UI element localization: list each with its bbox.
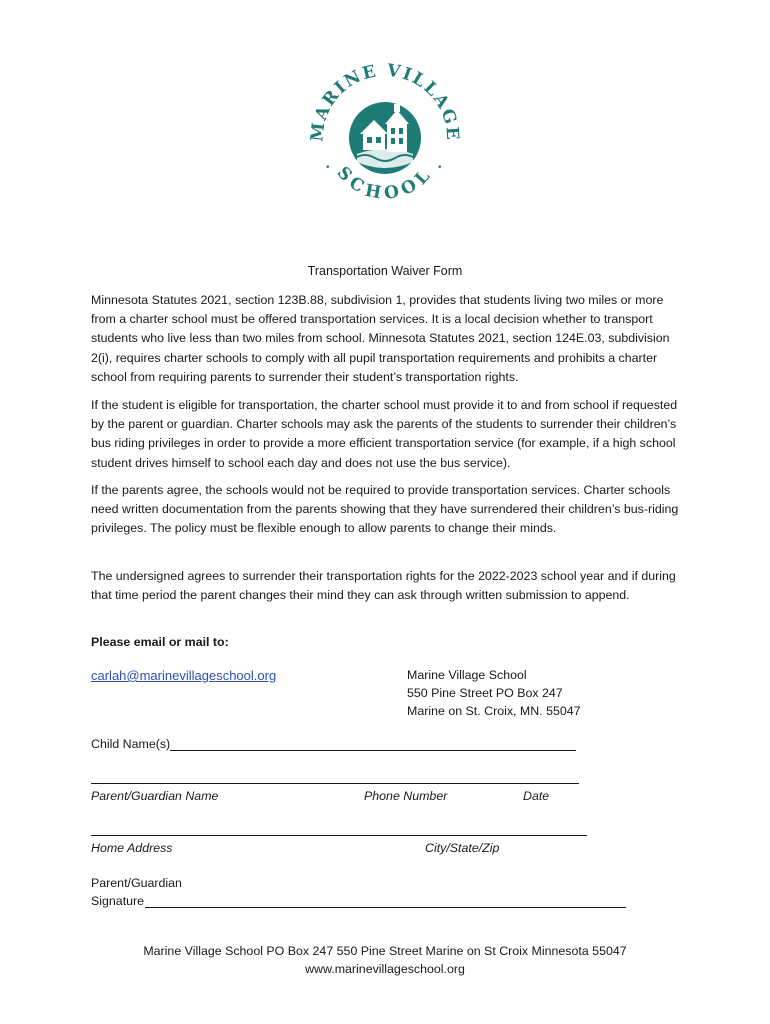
school-logo	[305, 58, 465, 218]
svg-text:•: •	[438, 162, 442, 173]
city-state-zip-label: City/State/Zip	[425, 841, 500, 855]
schoolhouse-emblem	[349, 102, 421, 174]
paragraph-statutes: Minnesota Statutes 2021, section 123B.88, subdivision 1, provides that students living two miles or more from a charter school must be offered transportation services. It is a local decision whether to transport students who live less than two miles from school. Minnesota Statutes 2021, section 124E.03, subdivision 2(i), requires charter schools to comply with all pupil transportation requirements and prohibits a charter school from requiring parents to surrender their student’s transportation rights.	[91, 293, 670, 384]
mail-heading: Please email or mail to:	[91, 635, 229, 649]
signature-label-line1: Parent/Guardian	[91, 876, 182, 890]
email-link[interactable]: carlah@marinevillageschool.org	[91, 668, 277, 683]
form-title: Transportation Waiver Form	[307, 264, 463, 278]
address-line1: Marine Village School	[407, 668, 527, 682]
footer-address: Marine Village School PO Box 247 550 Pine Street Marine on St Croix Minnesota 55047	[143, 944, 627, 958]
paragraph-agreement: If the parents agree, the schools would not be required to provide transportation services. Charter schools need written documentation from the parents showing that they have surrendered their children’s bus-riding privileges. The policy must be flexible enough to allow parents to change their minds.	[91, 483, 679, 536]
address-line3: Marine on St. Croix, MN. 55047	[407, 704, 581, 718]
child-name-line[interactable]	[170, 750, 576, 751]
home-address-label: Home Address	[91, 841, 173, 855]
logo-bottom-text: SCHOOL	[332, 162, 438, 205]
parent-name-label: Parent/Guardian Name	[91, 789, 219, 803]
parent-phone-date-line[interactable]	[91, 783, 579, 784]
address-line2: 550 Pine Street PO Box 247	[407, 686, 563, 700]
date-label: Date	[523, 789, 550, 803]
paragraph-undersigned: The undersigned agrees to surrender their transportation rights for the 2022-2023 school year and if during that time period the parent changes their mind they can ask through written submission to append.	[91, 569, 676, 603]
paragraph-eligibility: If the student is eligible for transportation, the charter school must provide it to and from school if requested by the parent or guardian. Charter schools may ask the parents of the students to surrender their children’s bus riding privileges in order to provide a more efficient transportation service (for example, if a high school student drives himself to school each day and does not use the bus service).	[91, 398, 678, 470]
address-line[interactable]	[91, 835, 587, 836]
svg-text:•: •	[326, 162, 330, 173]
logo-top-text: MARINE VILLAGE	[307, 60, 463, 143]
child-name-label: Child Name(s)	[91, 737, 171, 751]
phone-label: Phone Number	[364, 789, 448, 803]
footer-website: www.marinevillageschool.org	[305, 962, 465, 976]
signature-label-line2: Signature	[91, 894, 145, 908]
signature-line[interactable]	[145, 907, 626, 908]
